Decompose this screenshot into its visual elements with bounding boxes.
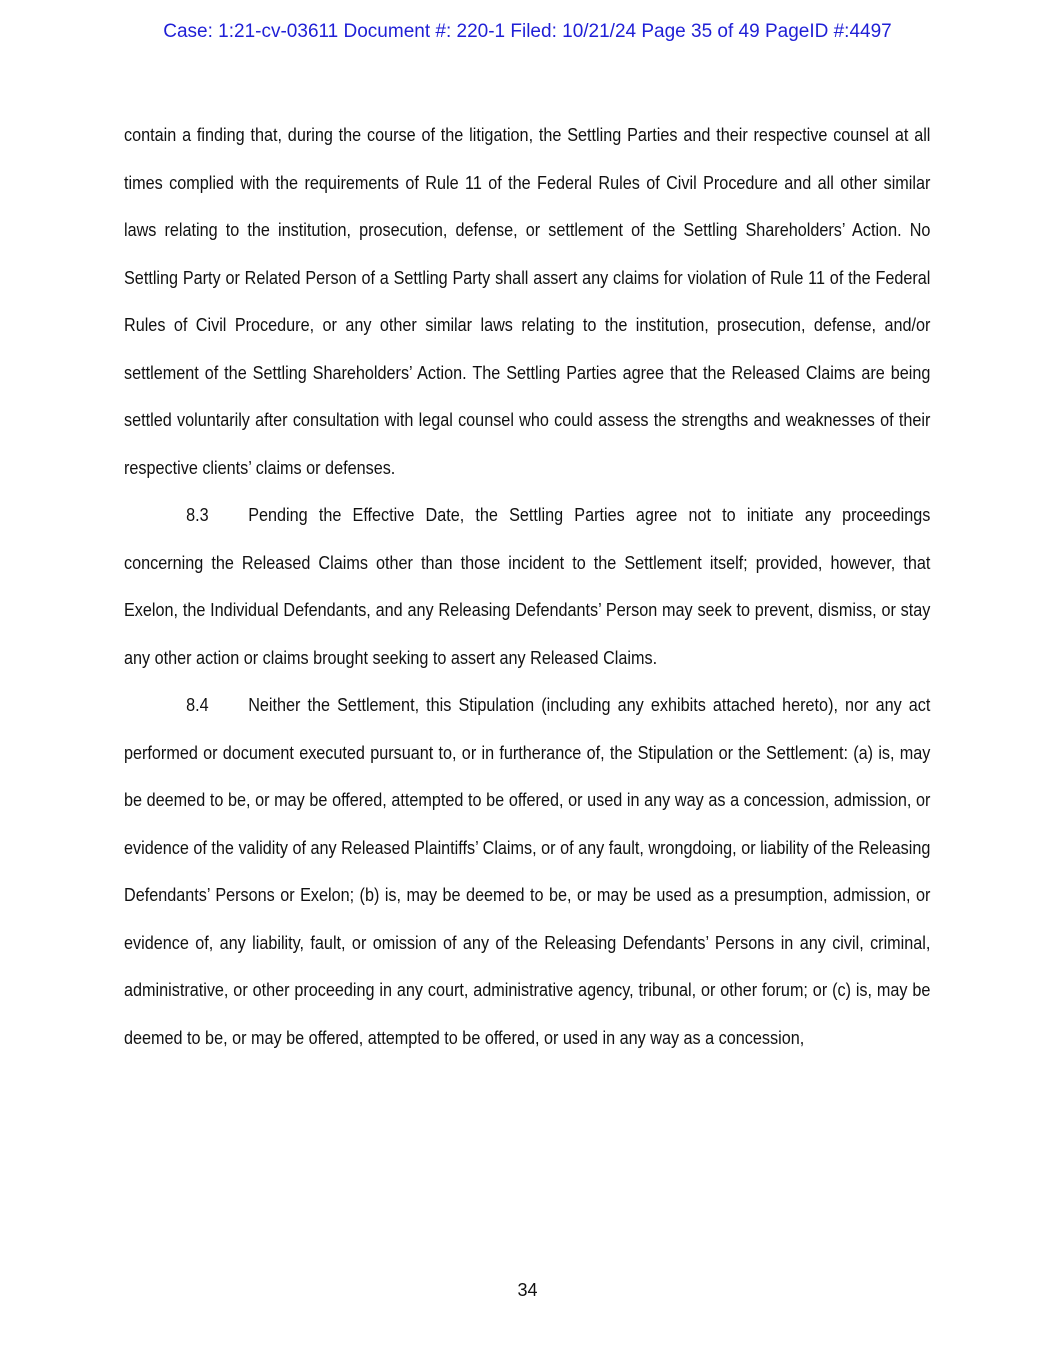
section-8-3-paragraph — [124, 492, 930, 682]
section-text: Neither the Settlement, this Stipulation (including any exhibits attached hereto), nor any act performed or document executed pursuant to, or in furtherance of, the Stipulation or the Settlement: (a) is, may be deemed to be, or may be offered, attempted to be offered, or used in any way as a concession, admission, or evidence of the validity of any Released Plaintiffs’ Claims, or of any fault, wrongdoing, or liability of the Releasing Defendants’ Persons or Exelon; (b) is, may be deemed to be, or may be used as a presumption, admission, or evidence of, any liability, fault, or omission of any of the Releasing Defendants’ Persons in any civil, criminal, administrative, or other proceeding in any court, administrative agency, tribunal, or other forum; or (c) is, may be deemed to be, or may be offered, attempted to be offered, or used in any way as a concession, — [124, 695, 931, 1048]
section-number: 8.3 — [186, 505, 209, 525]
page-number: 34 — [517, 1280, 538, 1300]
document-body — [124, 112, 931, 1062]
section-number: 8.4 — [186, 695, 209, 715]
case-header-stamp: Case: 1:21-cv-03611 Document #: 220-1 Filed: 10/21/24 Page 35 of 49 PageID #:4497 — [163, 21, 892, 42]
continuation-paragraph: contain a finding that, during the course of the litigation, the Settling Parties and their respective counsel at all times complied with the requirements of Rule 11 of the Federal Rules of Civil Procedure and all other similar laws relating to the institution, prosecution, defense, or settlement of the Settling Shareholders’ Action. No Settling Party or Related Person of a Settling Party shall assert any claims for violation of Rule 11 of the Federal Rules of Civil Procedure, or any other similar laws relating to the institution, prosecution, defense, and/or settlement of the Settling Shareholders’ Action. The Settling Parties agree that the Released Claims are being settled voluntarily after consultation with legal counsel who could assess the strengths and weaknesses of their respective clients’ claims or defenses. — [124, 125, 931, 478]
section-text: Pending the Effective Date, the Settling Parties agree not to initiate any proceedings concerning the Released Claims other than those incident to the Settlement itself; provided, however, that Exelon, the Individual Defendants, and any Releasing Defendants’ Person may seek to prevent, dismiss, or stay any other action or claims brought seeking to assert any Released Claims. — [124, 505, 931, 668]
section-8-4-paragraph — [124, 682, 930, 1062]
